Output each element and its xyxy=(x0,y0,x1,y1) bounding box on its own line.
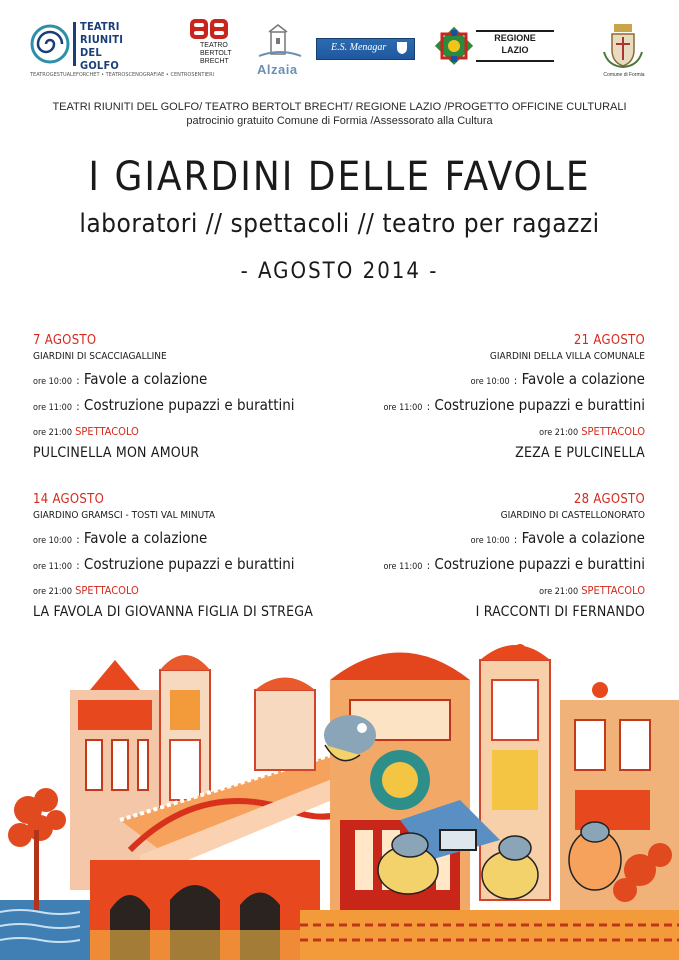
event-28-agosto xyxy=(345,491,645,623)
teatro-brecht-wordmark: TEATRO BERTOLT BRECHT xyxy=(200,42,232,65)
activity-row: ore 11:00 : Costruzione pupazzi e burattini xyxy=(33,396,295,414)
city-crest-icon xyxy=(598,22,648,68)
menagar-logo xyxy=(316,38,415,60)
activity-row: ore 10:00 : Favole a colazione xyxy=(470,529,645,547)
poster-date: - AGOSTO 2014 - xyxy=(240,259,439,284)
event-place: GIARDINO GRAMSCI - TOSTI VAL MINUTA xyxy=(33,510,216,521)
event-14-agosto xyxy=(33,491,333,623)
event-21-agosto xyxy=(345,332,645,464)
teatri-riuniti-logo xyxy=(30,20,215,82)
show-title: LA FAVOLA DI GIOVANNA FIGLIA DI STREGA xyxy=(33,604,314,620)
poster-subtitle: laboratori // spettacoli // teatro per ragazzi xyxy=(79,209,600,239)
teatri-riuniti-tagline: TEATROGESTUALEFORCHET • TEATROSCENOGRAFIAE • CENTROSENTIERI xyxy=(30,72,215,78)
regione-lazio-logo xyxy=(434,26,560,66)
activity-row: ore 10:00 : Favole a colazione xyxy=(470,370,645,388)
activity-row: ore 11:00 : Costruzione pupazzi e burattini xyxy=(383,396,645,414)
spiral-icon xyxy=(30,24,70,64)
event-place: GIARDINI DELLA VILLA COMUNALE xyxy=(489,351,645,362)
teatri-riuniti-wordmark: TEATRI RIUNITI DEL GOLFO xyxy=(80,20,124,72)
activity-row: ore 11:00 : Costruzione pupazzi e burattini xyxy=(33,555,295,573)
alzaia-wordmark: Alzaia xyxy=(257,62,298,77)
crest-icon xyxy=(396,41,408,55)
bb-monogram-icon xyxy=(189,18,229,40)
show-title: I RACCONTI DI FERNANDO xyxy=(475,604,645,620)
activity-row: ore 10:00 : Favole a colazione xyxy=(33,529,208,547)
regione-shield-icon xyxy=(434,26,474,66)
menagar-wordmark: E.S. Menagar xyxy=(331,42,387,53)
show-row: ore 21:00 SPETTACOLO xyxy=(539,584,645,597)
poster-title: I GIARDINI DELLE FAVOLE xyxy=(88,154,591,200)
show-title: PULCINELLA MON AMOUR xyxy=(33,445,200,461)
event-day: 21 AGOSTO xyxy=(573,333,645,348)
teatro-brecht-logo xyxy=(186,18,232,82)
comune-formia-caption: Comune di Formia xyxy=(603,72,645,78)
logo-divider xyxy=(73,22,76,66)
show-title: ZEZA E PULCINELLA xyxy=(515,445,645,461)
event-7-agosto xyxy=(33,332,333,464)
comune-formia-logo xyxy=(598,22,648,78)
event-day: 14 AGOSTO xyxy=(33,492,105,507)
activity-row: ore 11:00 : Costruzione pupazzi e burattini xyxy=(383,555,645,573)
show-row: ore 21:00 SPETTACOLO xyxy=(539,425,645,438)
logo-row xyxy=(0,14,679,84)
show-row: ore 21:00 SPETTACOLO xyxy=(33,425,139,438)
credits-line-1: TEATRI RIUNITI DEL GOLFO/ TEATRO BERTOLT BRECHT/ REGIONE LAZIO /PROGETTO OFFICINE CULTURALI xyxy=(52,101,627,113)
event-day: 7 AGOSTO xyxy=(33,333,97,348)
event-place: GIARDINI DI SCACCIAGALLINE xyxy=(33,351,167,362)
credits-line-2: patrocinio gratuito Comune di Formia /Assessorato alla Cultura xyxy=(186,115,493,127)
show-row: ore 21:00 SPETTACOLO xyxy=(33,584,139,597)
alzaia-logo xyxy=(255,24,305,80)
regione-lazio-wordmark: REGIONE LAZIO xyxy=(476,30,554,62)
activity-row: ore 10:00 : Favole a colazione xyxy=(33,370,208,388)
credits xyxy=(0,100,679,128)
event-place: GIARDINO DI CASTELLONORATO xyxy=(500,510,645,521)
event-day: 28 AGOSTO xyxy=(573,492,645,507)
fairy-tale-palace-illustration xyxy=(0,630,679,960)
tower-icon xyxy=(255,24,305,60)
